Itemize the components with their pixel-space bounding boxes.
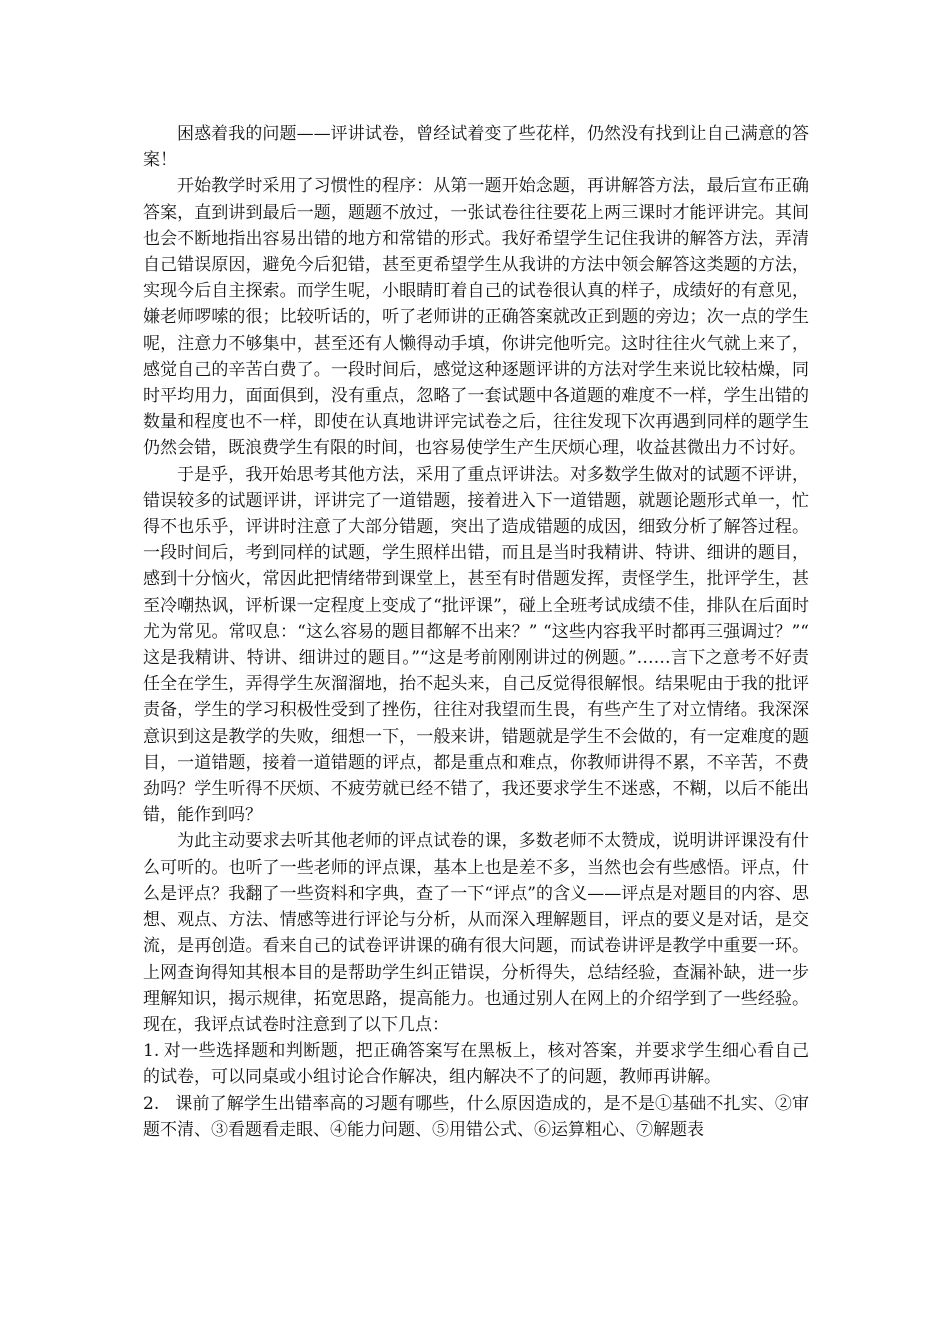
list-item-1 [143, 1038, 809, 1090]
list-number: 1. [143, 1041, 160, 1062]
paragraph-intro: 困惑着我的问题——评讲试卷，曾经试着变了些花样，仍然没有找到让自己满意的答案！ [143, 124, 809, 171]
list-text: 对一些选择题和判断题，把正确答案写在黑板上，核对答案，并要求学生细心看自己的试卷，可以同桌或小组讨论合作解决，组内解决不了的问题，教师再讲解。 [143, 1041, 809, 1088]
paragraph-habitual-method: 开始教学时采用了习惯性的程序：从第一题开始念题，再讲解答方法，最后宣布正确答案，直到讲到最后一题，题题不放过，一张试卷往往要花上两三课时才能评讲完。其间也会不断地指出容易出错的地方和常错的形式。我好希望学生记住我讲的解答方法，弄清自己错误原因，避免今后犯错，甚至更希望学生从我讲的方法中领会解答这类题的方法，实现今后自主探索。而学生呢，小眼睛盯着自己的试卷很认真的样子，成绩好的有意见，嫌老师啰嗦的很；比较听话的，听了老师讲的正确答案就改正到题的旁边；次一点的学生呢，注意力不够集中，甚至还有人懒得动手填，你讲完他听完。这时往往火气就上来了，感觉自己的辛苦白费了。一段时间后，感觉这种逐题评讲的方法对学生来说比较枯燥，同时平均用力，面面俱到，没有重点，忽略了一套试题中各道题的难度不一样，学生出错的数量和程度也不一样，即使在认真地讲评完试卷之后，往往发现下次再遇到同样的题学生仍然会错，既浪费学生有限的时间，也容易使学生产生厌烦心理，收益甚微出力不讨好。 [143, 176, 809, 459]
paragraph-reflection: 为此主动要求去听其他老师的评点试卷的课，多数老师不太赞成，说明讲评课没有什么可听的。也听了一些老师的评点课，基本上也是差不多，当然也会有些感悟。评点，什么是评点？我翻了一些资料和字典，查了一下“评点”的含义——评点是对题目的内容、思想、观点、方法、情感等进行评论与分析，从而深入理解题目，评点的要义是对话，是交流，是再创造。看来自己的试卷评讲课的确有很大问题，而试卷讲评是教学中重要一环。上网查询得知其根本目的是帮助学生纠正错误，分析得失，总结经验，查漏补缺，进一步理解知识，揭示规律，拓宽思路，提高能力。也通过别人在网上的介绍学到了一些经验。现在，我评点试卷时注意到了以下几点： [143, 831, 809, 1035]
paragraph-key-point-method: 于是乎，我开始思考其他方法，采用了重点评讲法。对多数学生做对的试题不评讲，错误较多的试题评讲，评讲完了一道错题，接着进入下一道错题，就题论题形式单一，忙得不也乐乎，评讲时注意了大部分错题，突出了造成错题的成因，细致分析了解答过程。一段时间后，考到同样的试题，学生照样出错，而且是当时我精讲、特讲、细讲的题目，感到十分恼火，常因此把情绪带到课堂上，甚至有时借题发挥，责怪学生，批评学生，甚至冷嘲热讽，评析课一定程度上变成了“批评课”，碰上全班考试成绩不佳，排队在后面时尤为常见。常叹息：“这么容易的题目都解不出来？” “这些内容我平时都再三强调过？”“ 这是我精讲、特讲、细讲过的题目。”“这是考前刚刚讲过的例题。”……言下之意考不好责任全在学生，弄得学生灰溜溜地，抬不起头来，自己反觉得很解恨。结果呢由于我的批评责备，学生的学习积极性受到了挫伤，往往对我望而生畏，有些产生了对立情绪。我深深意识到这是教学的失败，细想一下，一般来讲，错题就是学生不会做的，有一定难度的题目，一道错题，接着一道错题的评点，都是重点和难点，你教师讲得不累，不辛苦，不费劲吗？学生听得不厌烦、不疲劳就已经不错了，我还要求学生不迷惑，不糊，以后不能出错，能作到吗？ [143, 464, 809, 826]
document-body [143, 121, 809, 1143]
list-number: 2. [143, 1093, 160, 1114]
list-item-2 [143, 1091, 809, 1143]
list-text: 课前了解学生出错率高的习题有哪些，什么原因造成的，是不是①基础不扎实、②审题不清、③看题看走眼、④能力问题、⑤用错公式、⑥运算粗心、⑦解题表 [143, 1093, 809, 1140]
